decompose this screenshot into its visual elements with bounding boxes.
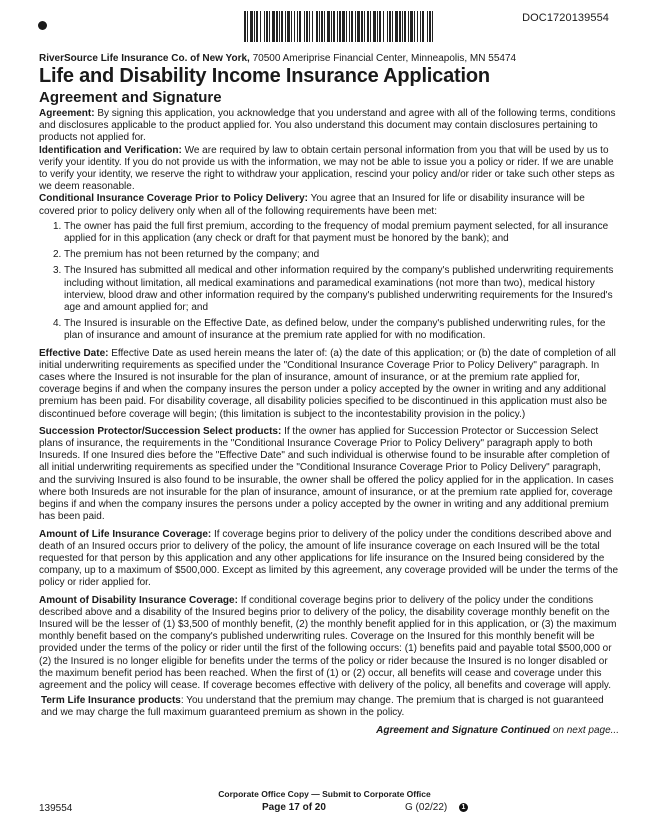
registration-dot-icon [38,21,47,30]
list-number: 3. [53,265,62,277]
effective-date-heading: Effective Date: [39,347,109,359]
conditional-heading: Conditional Insurance Coverage Prior to Policy Delivery: [39,193,308,205]
list-text: The premium has not been returned by the company; and [64,249,320,261]
form-number: 139554 [39,803,73,814]
company-line [39,52,619,65]
continued-note [39,725,619,736]
life-coverage-paragraph [39,529,619,590]
list-item [53,318,619,342]
list-item [53,249,619,261]
agreement-text: By signing this application, you acknowledge that you understand and agree with all of the following terms, conditions and disclosures applicable to the product applied for. You also understand this document may contain disclosures pertaining to products not applied for. [39,108,616,144]
company-name: RiverSource Life Insurance Co. of New York, [39,53,250,64]
term-life-text: : You understand that the premium may change. The premium that is charged is not guaranteed and we may charge the full maximum guaranteed premium as shown in the policy. [41,695,604,719]
continued-rest: on next page... [550,724,619,736]
page-number: Page 17 of 20 [262,802,326,813]
succession-text: If the owner has applied for Succession Protector or Succession Select plans of insurance, the requirements in the "Conditional Insurance Coverage Prior to Policy Delivery" paragraph apply to both Insureds. If one Insured dies before the "Effective Date" and such individual is otherwise found to be insurable after completion of all initial underwriting requirements as specified under the "Conditional Insurance Coverage Prior to Policy Delivery" paragraph, and the surviving Insured is also found to be insurable, the owner shall be offered the policy applied for in the application. In cases where both Insureds are not insurable for the plan of insurance, amount of insurance, or at the premium rate applied for, coverage begins if and when the company insures the persons under a policy accepted by the owner in writing and any additional premium has been paid. [39,425,614,523]
succession-paragraph [39,426,619,524]
term-life-paragraph [39,695,619,719]
list-item [53,265,619,314]
copy-note: Corporate Office Copy — Submit to Corporate Office [218,789,431,799]
effective-date-paragraph [39,348,619,421]
identification-paragraph [39,145,619,194]
company-address: 70500 Ameriprise Financial Center, Minneapolis, MN 55474 [249,53,517,64]
list-number: 4. [53,318,62,330]
page-title: Life and Disability Income Insurance Application [39,65,490,87]
list-text: The Insured is insurable on the Effective Date, as defined below, under the company's published underwriting rules, for the plan of insurance and amount of insurance at the premium rate applied for with no modification. [64,318,606,342]
disability-coverage-heading: Amount of Disability Insurance Coverage: [39,594,238,606]
list-text: The owner has paid the full first premium, according to the frequency of modal premium payment selected, for all insurance applied for in this application (any check or draft for that payment must be honored by the bank); and [64,220,609,245]
identification-heading: Identification and Verification: [39,144,182,156]
continued-bold: Agreement and Signature Continued [376,724,551,736]
agreement-paragraph [39,108,619,145]
life-coverage-text: If coverage begins prior to delivery of the policy under the conditions described above and death of an Insured occurs prior to delivery of the policy, the amount of life insurance coverage on each Insured will be the total requested for that person by this application and any other applications for life insurance on the Insured being considered by the company, up to a maximum of $500,000. Except as limited by this agreement, any coverage provided will be under the terms of the policy or rider applied for. [39,528,619,589]
requirements-list [39,221,619,343]
list-text: The Insured has submitted all medical and other information required by the company's published underwriting requirements including without limitation, all medical examinations and paramedical examinations (not more than two), medical history interview, blood draw and other information required by the company's published underwriting requirements for the Insured's age and amount applied for; and [64,265,614,314]
disability-coverage-text: If conditional coverage begins prior to delivery of the policy under the conditions described above and a disability of the Insured begins prior to delivery of the policy, the disability coverage monthly benefit on the Insured will be the lesser of (1) $3,500 of monthly benefit, (2) the monthly benefit applied for in this application, or (3) the maximum monthly benefit based on the company's published underwriting rules. Coverage on the Insured for this monthly benefit will be provided under the terms of the policy or rider until the first of the following occurs: (1) benefits paid and payable total $500,000 or (2) the Insured is no longer eligible for benefits under the terms of the policy or rider because the Insured is no longer disabled or the maximum benefit period has been reached. When the first of (1) or (2) occur, all benefits will cease and coverage under this agreement and the policy will cease. If coverage becomes effective with delivery of the policy, all benefits and coverage will apply. [39,594,617,691]
succession-heading: Succession Protector/Succession Select products: [39,425,282,437]
agreement-heading: Agreement: [39,108,95,119]
barcode-icon [244,11,436,42]
list-number: 2. [53,249,62,261]
form-version: G (02/22) [405,802,448,813]
conditional-paragraph [39,193,619,217]
term-life-heading: Term Life Insurance products [41,695,181,707]
section-title: Agreement and Signature [39,89,222,106]
life-coverage-heading: Amount of Life Insurance Coverage: [39,528,212,540]
identification-text: We are required by law to obtain certain personal information from you that will be used by us to verify your identity. If you do not provide us with the information, we may not be able to issue you a policy or rider. If we are unable to verify your identity, we reserve the right to withdraw your application, rescind your policy and/or rider or take such other steps as we deem reasonable. [39,144,615,193]
document-id: DOC1720139554 [522,12,609,24]
list-number: 1. [53,220,62,232]
copy-marker-icon: 1 [459,803,468,812]
effective-date-text: Effective Date as used herein means the later of: (a) the date of this application; or (b) the date of completion of all initial underwriting requirements as specified under the "Conditional Insurance Coverage Prior to Policy Delivery" paragraph. In cases where the Insured is not insurable for the plan of insurance, amount of insurance, or at the premium rate applied for, coverage begins if and when the company insures the person under a policy accepted by the owner in writing and any additional premium has been paid. For disability coverage, all disability policies specified to be discontinued in this application must also be discontinued before coverage will begin; (this limitation is subject to the incontestability provision in the policy.) [39,347,616,420]
list-item [53,221,619,245]
document-body [39,52,619,736]
conditional-text: You agree that an Insured for life or disability insurance will be covered prior to policy delivery only when all of the following requirements have been met: [39,193,585,217]
disability-coverage-paragraph [39,595,619,693]
